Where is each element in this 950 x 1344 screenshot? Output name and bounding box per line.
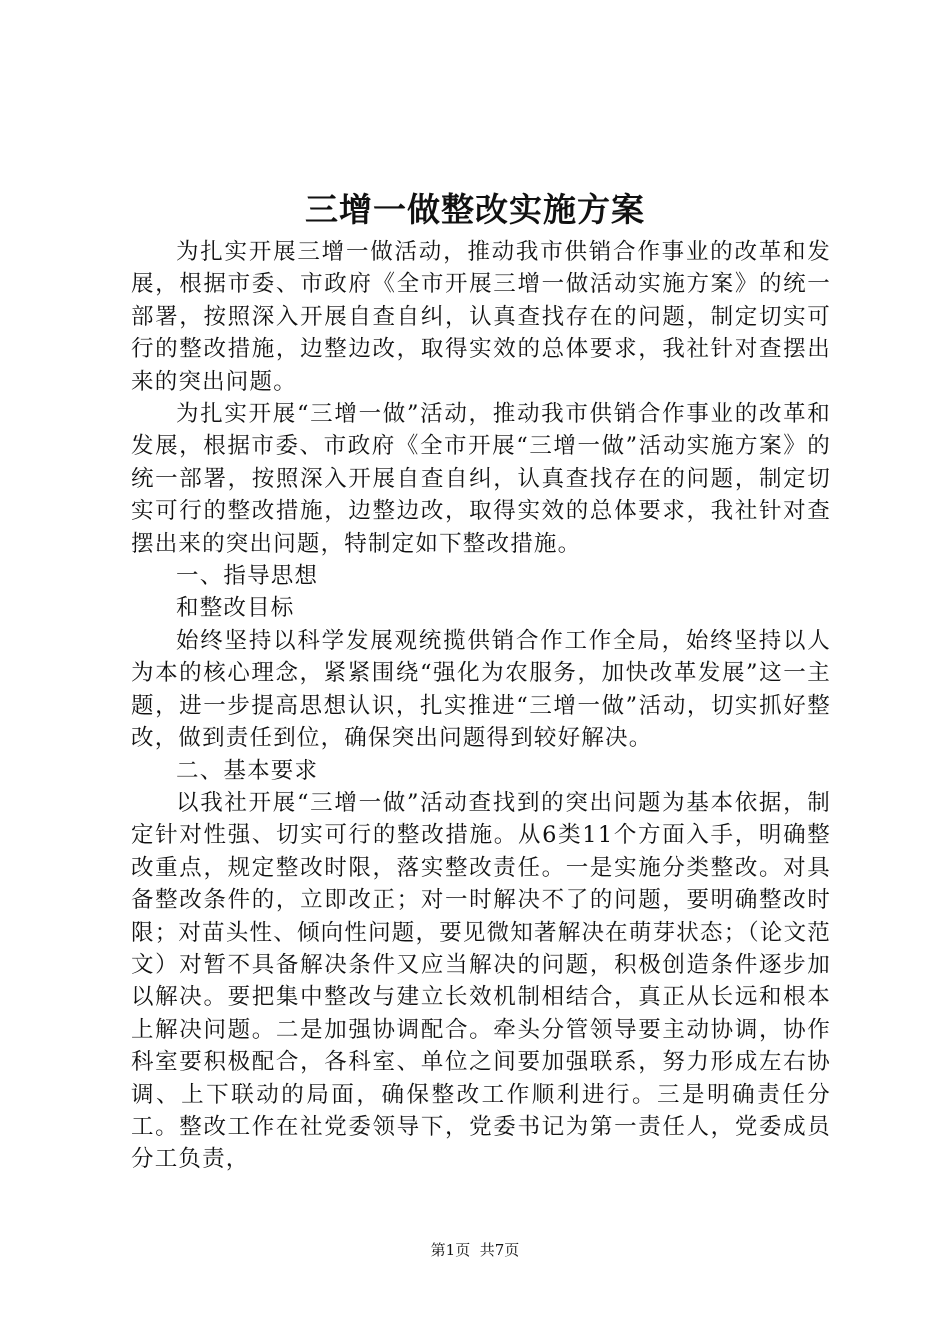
page-footer <box>0 1240 950 1260</box>
section-heading-basic-requirements: 二、基本要求 <box>176 757 319 784</box>
document-title: 三增一做整改实施方案 <box>305 190 645 229</box>
paragraph-intro-full: 为扎实开展“三增一做”活动，推动我市供销合作事业的改革和发展，根据市委、市政府《全市开展“三增一做”活动实施方案》的统一部署，按照深入开展自查自纠，认真查找存在的问题，制定切实可行的整改措施，边整边改，取得实效的总体要求，我社针对查摆出来的突出问题，特制定如下整改措施。 <box>131 401 831 557</box>
document-body <box>131 236 831 1176</box>
paragraph-basic-requirements: 以我社开展“三增一做”活动查找到的突出问题为基本依据，制定针对性强、切实可行的整改措施。从6类11个方面入手，明确整改重点，规定整改时限，落实整改责任。一是实施分类整改。对具备整改条件的，立即改正；对一时解决不了的问题，要明确整改时限；对苗头性、倾向性问题，要见微知著解决在萌芽状态；（论文范文）对暂不具备解决条件又应当解决的问题，积极创造条件逐步加以解决。要把集中整改与建立长效机制相结合，真正从长远和根本上解决问题。二是加强协调配合。牵头分管领导要主动协调，协作科室要积极配合，各科室、单位之间要加强联系，努力形成左右协调、上下联动的局面，确保整改工作顺利进行。三是明确责任分工。整改工作在社党委领导下，党委书记为第一责任人，党委成员分工负责， <box>131 789 831 1173</box>
page-total: 共7页 <box>479 1241 520 1259</box>
paragraph-intro-short: 为扎实开展三增一做活动，推动我市供销合作事业的改革和发展，根据市委、市政府《全市开展三增一做活动实施方案》的统一部署，按照深入开展自查自纠，认真查找存在的问题，制定切实可行的整改措施，边整边改，取得实效的总体要求，我社针对查摆出来的突出问题。 <box>131 239 831 395</box>
section-heading-continuation: 和整改目标 <box>176 595 295 622</box>
paragraph-guiding-ideology: 始终坚持以科学发展观统揽供销合作工作全局，始终坚持以人为本的核心理念，紧紧围绕“强化为农服务，加快改革发展”这一主题，进一步提高思想认识，扎实推进“三增一做”活动，切实抓好整改，做到责任到位，确保突出问题得到较好解决。 <box>131 627 831 752</box>
section-heading-guiding-ideology: 一、指导思想 <box>176 563 319 590</box>
page-number: 第1页 <box>430 1241 471 1259</box>
